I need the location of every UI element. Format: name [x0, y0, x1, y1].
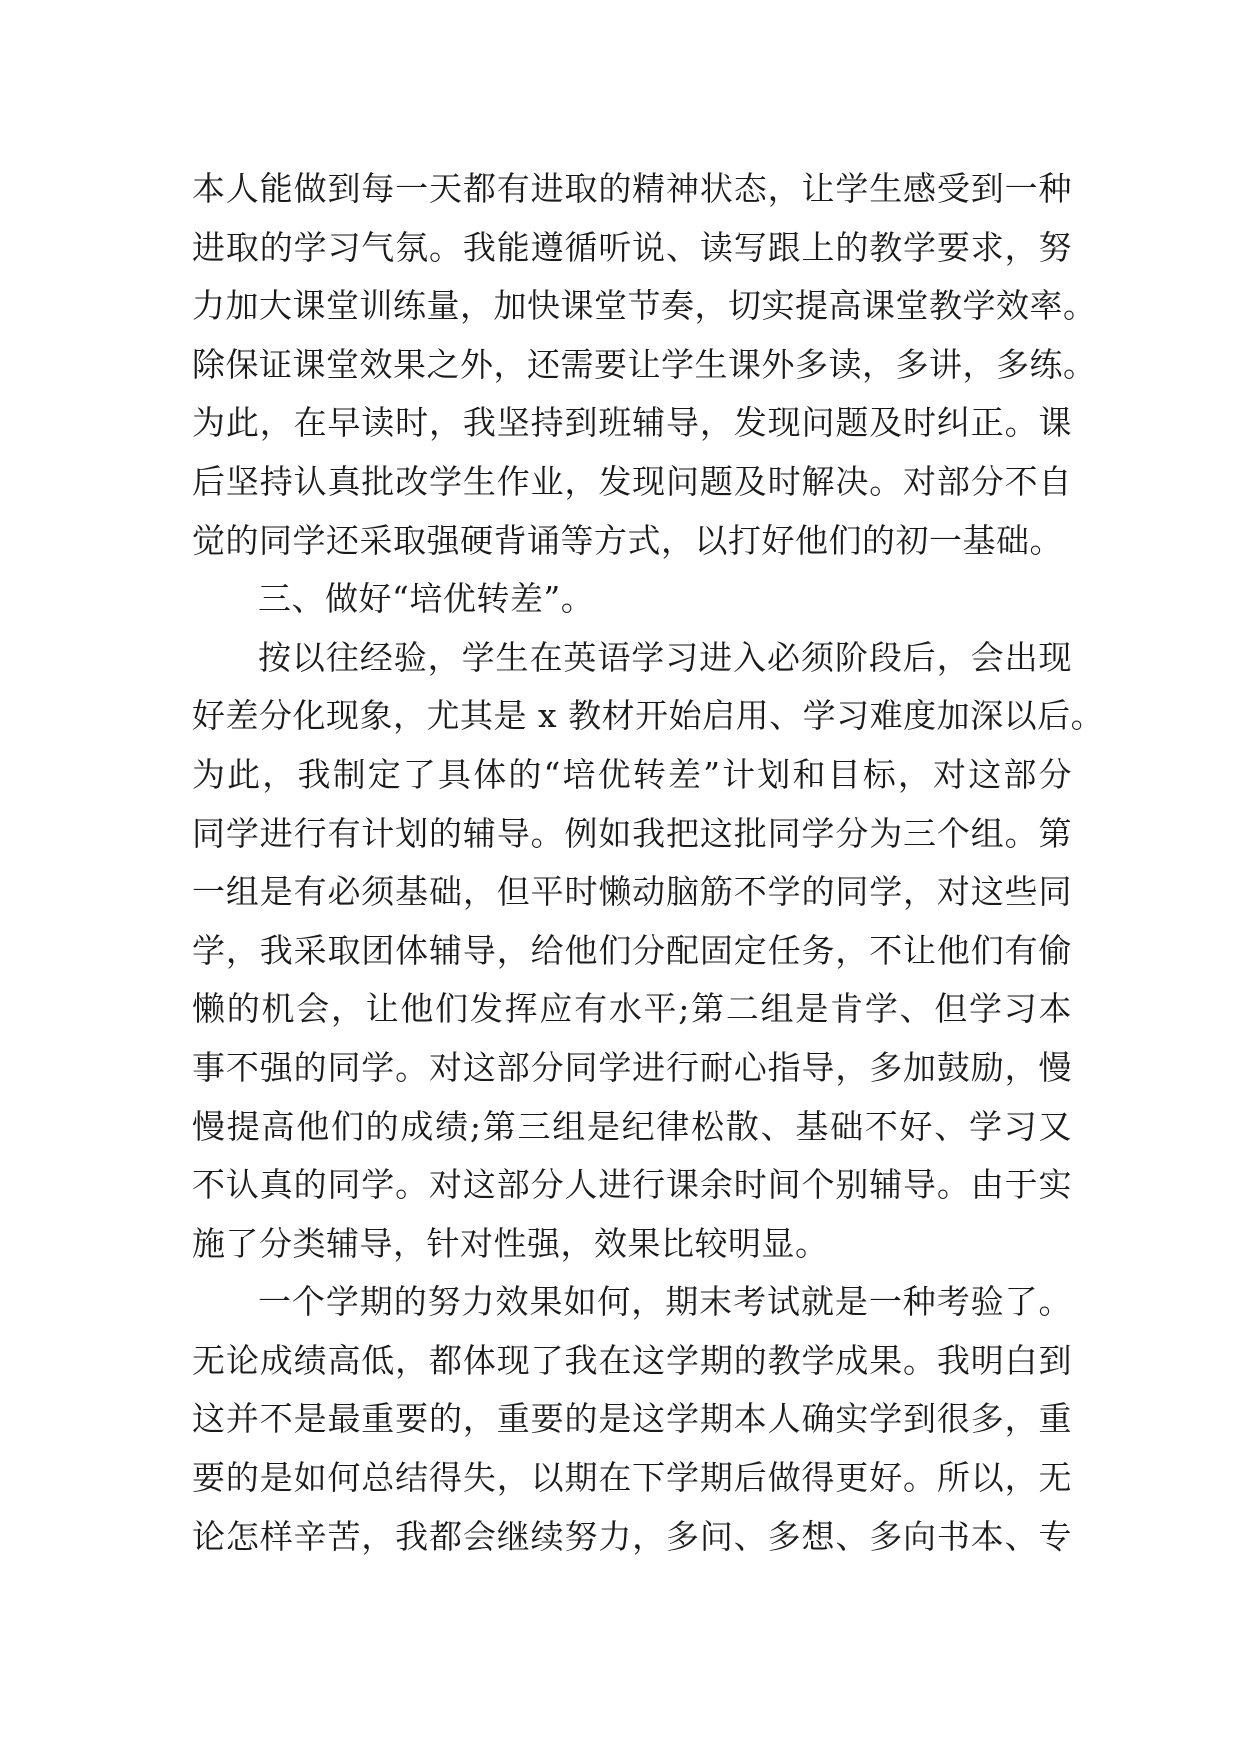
text-line: 事不强的同学。对这部分同学进行耐心指导，多加鼓励，慢: [192, 1047, 1072, 1087]
text-line: 觉的同学还采取强硬背诵等方式，以打好他们的初一基础。: [192, 520, 1063, 560]
text-line: 为此，我制定了具体的“培优转差”计划和目标，对这部分: [192, 754, 1072, 794]
text-line: 慢提高他们的成绩;第三组是纪律松散、基础不好、学习又: [192, 1106, 1072, 1146]
text-line: 本人能做到每一天都有进取的精神状态，让学生感受到一种: [192, 169, 1072, 208]
text-line: 学，我采取团体辅导，给他们分配固定任务，不让他们有偷: [192, 930, 1072, 970]
text-line: 施了分类辅导，针对性强，效果比较明显。: [192, 1223, 829, 1263]
text-line: 进取的学习气氛。我能遵循听说、读写跟上的教学要求，努: [192, 227, 1072, 267]
section-heading: 三、做好“培优转差”。: [258, 579, 595, 619]
text-line: 论怎样辛苦，我都会继续努力，多问、多想、多向书本、专: [192, 1516, 1072, 1556]
text-line: 后坚持认真批改学生作业，发现问题及时解决。对部分不自: [192, 461, 1072, 501]
text-line: 不认真的同学。对这部分人进行课余时间个别辅导。由于实: [192, 1165, 1072, 1205]
text-line: 一组是有必须基础，但平时懒动脑筋不学的同学，对这些同: [192, 872, 1072, 912]
text-line: 同学进行有计划的辅导。例如我把这批同学分为三个组。第: [192, 813, 1072, 853]
text-line: 好差分化现象，尤其是 x 教材开始启用、学习难度加深以后。: [192, 696, 1105, 736]
text-line: 除保证课堂效果之外，还需要让学生课外多读，多讲，多练。: [192, 344, 1097, 384]
text-line: 一个学期的努力效果如何，期末考试就是一种考验了。: [258, 1282, 1072, 1322]
body-text: [192, 160, 1105, 1566]
text-line: 懒的机会，让他们发挥应有水平;第二组是肯学、但学习本: [192, 989, 1072, 1029]
text-line: 按以往经验，学生在英语学习进入必须阶段后，会出现: [258, 637, 1072, 677]
text-line: 无论成绩高低，都体现了我在这学期的教学成果。我明白到: [192, 1340, 1072, 1380]
text-line: 为此，在早读时，我坚持到班辅导，发现问题及时纠正。课: [192, 403, 1072, 443]
text-line: 力加大课堂训练量，加快课堂节奏，切实提高课堂教学效率。: [192, 286, 1097, 326]
text-line: 要的是如何总结得失，以期在下学期后做得更好。所以，无: [192, 1458, 1072, 1498]
text-line: 这并不是最重要的，重要的是这学期本人确实学到很多，重: [192, 1399, 1072, 1439]
